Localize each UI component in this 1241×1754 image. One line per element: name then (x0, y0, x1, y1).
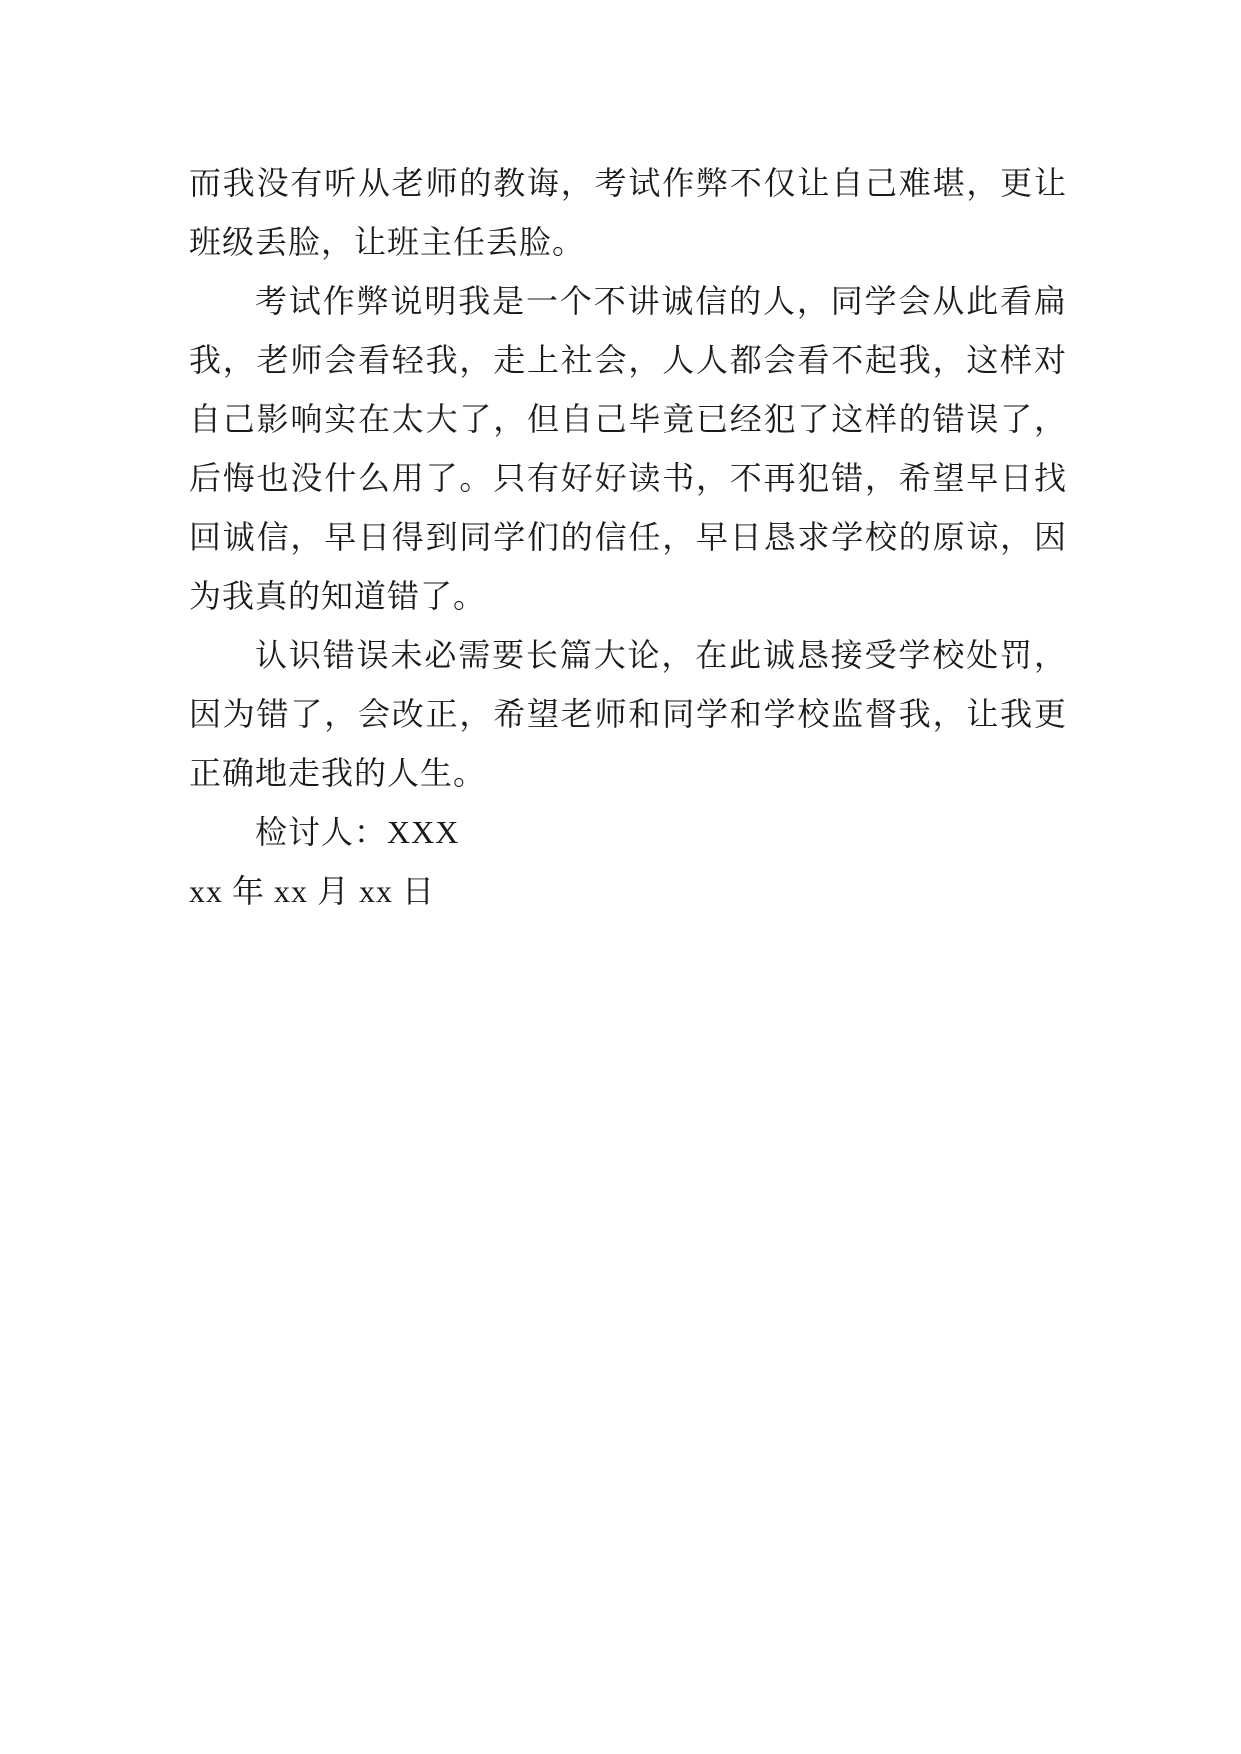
body-text-line: 自己影响实在太大了，但自己毕竟已经犯了这样的错误了， (189, 401, 1067, 437)
body-text-line: 正确地走我的人生。 (189, 755, 487, 791)
body-text-line: 回诚信，早日得到同学们的信任，早日恳求学校的原谅，因 (189, 519, 1067, 555)
body-text-line: 后悔也没什么用了。只有好好读书，不再犯错，希望早日找 (189, 460, 1067, 496)
body-text-line: 而我没有听从老师的教诲，考试作弊不仅让自己难堪，更让 (189, 165, 1067, 201)
body-text-line: 我，老师会看轻我，走上社会，人人都会看不起我，这样对 (189, 342, 1067, 378)
body-text-line: 为我真的知道错了。 (189, 578, 487, 614)
body-text-line: 因为错了，会改正，希望老师和同学和学校监督我，让我更 (189, 696, 1067, 732)
body-text-line: 考试作弊说明我是一个不讲诚信的人，同学会从此看扁 (255, 283, 1067, 319)
body-text-line: 认识错误未必需要长篇大论，在此诚恳接受学校处罚， (255, 637, 1067, 673)
document-text-block (189, 154, 1067, 921)
date-line: xx 年 xx 月 xx 日 (189, 873, 436, 909)
signature-line: 检讨人：XXX (255, 814, 460, 850)
body-text-line: 班级丢脸，让班主任丢脸。 (189, 224, 586, 260)
